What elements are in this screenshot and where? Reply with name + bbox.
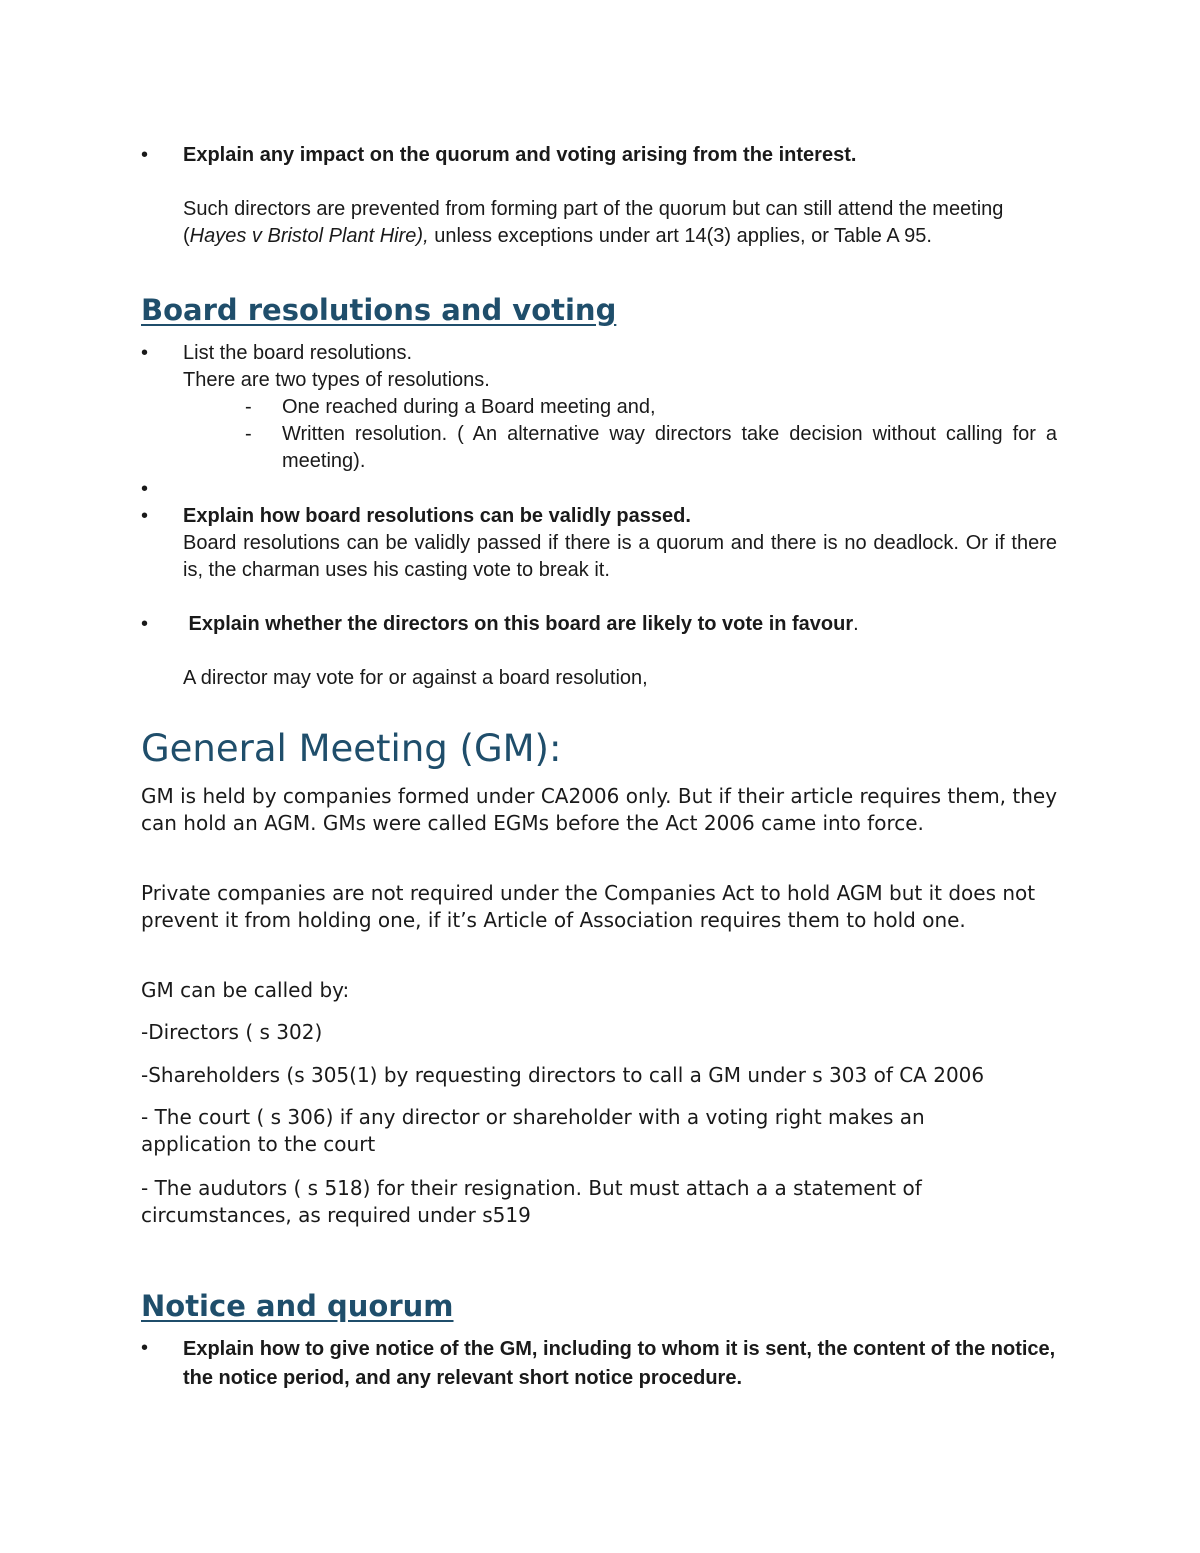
bullet-icon: • <box>141 144 149 166</box>
bullet-icon: • <box>141 1337 149 1359</box>
question-text: Explain how board resolutions can be validly passed. <box>183 505 691 527</box>
answer-text-part-2: unless exceptions under art 14(3) applies, or Table A 95. <box>428 225 932 247</box>
gm-paragraph-2: Private companies are not required under the Companies Act to hold AGM but it does not prevent it from holding one, if it’s Article of Association requires them to hold one. <box>141 881 1036 932</box>
question-text: Explain how to give notice of the GM, including to whom it is sent, the content of the notice, the notice period, and any relevant short notice procedure. <box>183 1338 1056 1389</box>
heading-board-resolutions: Board resolutions and voting <box>141 293 617 327</box>
gm-called-by-intro: GM can be called by: <box>141 978 350 1002</box>
vote-in-favour-answer: A director may vote for or against a board resolution, <box>183 667 648 689</box>
dash-marker: - <box>245 423 252 445</box>
question-period: . <box>853 613 859 635</box>
quorum-answer <box>183 196 1057 250</box>
heading-notice-quorum: Notice and quorum <box>141 1289 454 1323</box>
dash-item-text: One reached during a Board meeting and, <box>282 396 656 418</box>
gm-called-by-item: - The court ( s 306) if any director or shareholder with a voting right makes an application to the court <box>141 1105 925 1156</box>
bullet-icon: • <box>141 613 149 635</box>
question-text <box>183 611 1058 638</box>
question-text: List the board resolutions. <box>183 342 413 364</box>
gm-called-by-item: -Shareholders (s 305(1) by requesting directors to call a GM under s 303 of CA 2006 <box>141 1063 985 1087</box>
dash-item-text: Written resolution. ( An alternative way directors take decision without calling for a meeting). <box>282 423 1057 472</box>
gm-paragraph-1: GM is held by companies formed under CA2006 only. But if their article requires them, they can hold an AGM. GMs were called EGMs before the Act 2006 came into force. <box>141 784 1058 835</box>
bullet-icon: • <box>141 478 149 500</box>
gm-called-by-item: -Directors ( s 302) <box>141 1020 323 1044</box>
question-bold: Explain whether the directors on this board are likely to vote in favour <box>183 613 854 635</box>
question-text: Explain any impact on the quorum and voting arising from the interest. <box>183 144 857 166</box>
gm-called-by-item: - The audutors ( s 518) for their resignation. But must attach a a statement of circumstances, as required under s519 <box>141 1176 922 1227</box>
heading-general-meeting: General Meeting (GM): <box>141 727 562 770</box>
validly-passed-answer: Board resolutions can be validly passed if there is a quorum and there is no deadlock. Or if there is, the charman uses his casting vote to break it. <box>183 532 1057 581</box>
answer-text-part-1: Such directors are prevented from forming part of the quorum but can still attend the meeting ( <box>183 198 1004 247</box>
resolutions-answer: There are two types of resolutions. <box>183 369 490 391</box>
case-citation: Hayes v Bristol Plant Hire), <box>189 225 429 247</box>
bullet-icon: • <box>141 342 149 364</box>
dash-marker: - <box>245 396 252 418</box>
bullet-icon: • <box>141 505 149 527</box>
